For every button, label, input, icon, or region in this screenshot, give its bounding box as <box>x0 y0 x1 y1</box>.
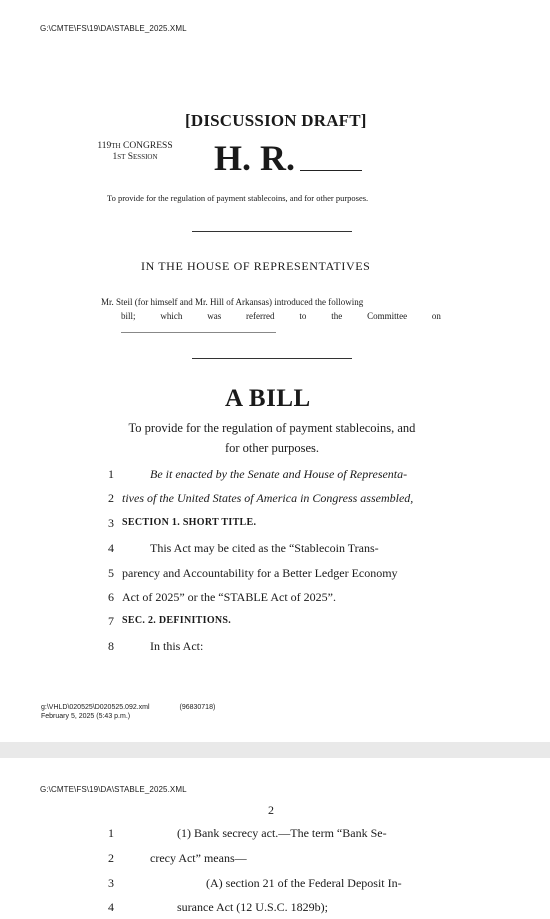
purpose-line: for other purposes. <box>224 441 320 455</box>
intro-word: on <box>431 311 441 321</box>
line-number: 3 <box>108 876 114 890</box>
enacting-clause: Be it enacted by the Senate and House of Representa- <box>150 467 408 481</box>
definition-text: (A) section 21 of the Federal Deposit In- <box>206 876 402 890</box>
line-number: 6 <box>108 590 114 604</box>
section-heading: SEC. 2. DEFINITIONS. <box>122 615 232 626</box>
body-text: Act of 2025” or the “STABLE Act of 2025”. <box>122 590 336 604</box>
footer-id: (96830718) <box>179 704 216 711</box>
line-number: 5 <box>108 566 114 580</box>
intro-word: referred <box>246 311 275 321</box>
page-number: 2 <box>268 803 274 817</box>
line-number: 4 <box>108 541 114 555</box>
line-number: 1 <box>108 826 114 840</box>
line-number: 8 <box>108 639 114 653</box>
definition-line: (1) Bank secrecy act.—The term “Bank Se- <box>177 826 387 840</box>
line-number: 3 <box>108 516 114 530</box>
line-number: 1 <box>108 467 114 481</box>
footer-date: February 5, 2025 (5:43 p.m.) <box>41 713 131 720</box>
line-number: 2 <box>108 491 114 505</box>
committee-blank-line <box>121 332 276 333</box>
congress-session <box>80 141 190 163</box>
definition-text <box>177 826 387 841</box>
line-number: 7 <box>108 614 114 628</box>
intro-word: bill; <box>121 311 136 321</box>
enacting-clause: tives of the United States of America in Congress assembled, <box>122 491 414 505</box>
session-label: 1st Session <box>112 152 158 162</box>
divider-rule <box>192 231 352 232</box>
body-text: parency and Accountability for a Better Ledger Economy <box>122 566 398 580</box>
intro-word: to <box>299 311 307 321</box>
draft-title: [DISCUSSION DRAFT] <box>185 111 367 130</box>
purpose-line: To provide for the regulation of payment stablecoins, and <box>128 421 416 435</box>
intro-word: was <box>207 311 222 321</box>
intro-word: which <box>160 311 183 321</box>
congress-label: 119th CONGRESS <box>97 141 173 151</box>
bill-heading: A BILL <box>225 385 311 412</box>
bill-number-prefix: H. R. <box>214 138 295 178</box>
footer-path: g:\VHLD\020525\D020525.092.xml <box>41 704 150 711</box>
bill-number-blank <box>300 170 362 171</box>
line-number: 2 <box>108 851 114 865</box>
intro-word: the <box>331 311 343 321</box>
file-path: G:\CMTE\FS\19\DA\STABLE_2025.XML <box>40 24 187 33</box>
line-number: 4 <box>108 900 114 914</box>
introduction-continuation <box>121 311 441 321</box>
long-purpose <box>92 418 452 458</box>
body-text: This Act may be cited as the “Stablecoin Trans- <box>150 541 379 555</box>
intro-word: Committee <box>367 311 408 321</box>
short-purpose: To provide for the regulation of payment stablecoins, and for other purposes. <box>107 193 369 203</box>
footer-row <box>41 703 215 712</box>
definition-text: crecy Act” means— <box>150 851 247 865</box>
document-page-2 <box>0 758 550 919</box>
introduction-line <box>101 297 363 307</box>
house-heading: IN THE HOUSE OF REPRESENTATIVES <box>141 259 371 273</box>
divider-rule <box>192 358 352 359</box>
file-path: G:\CMTE\FS\19\DA\STABLE_2025.XML <box>40 785 187 794</box>
introduction-text: Mr. Steil (for himself and Mr. Hill of Arkansas) introduced the following <box>101 297 364 307</box>
footer <box>41 703 215 721</box>
body-text: In this Act: <box>150 639 204 653</box>
section-heading: SECTION 1. SHORT TITLE. <box>122 517 257 528</box>
definition-text: surance Act (12 U.S.C. 1829b); <box>177 900 328 914</box>
